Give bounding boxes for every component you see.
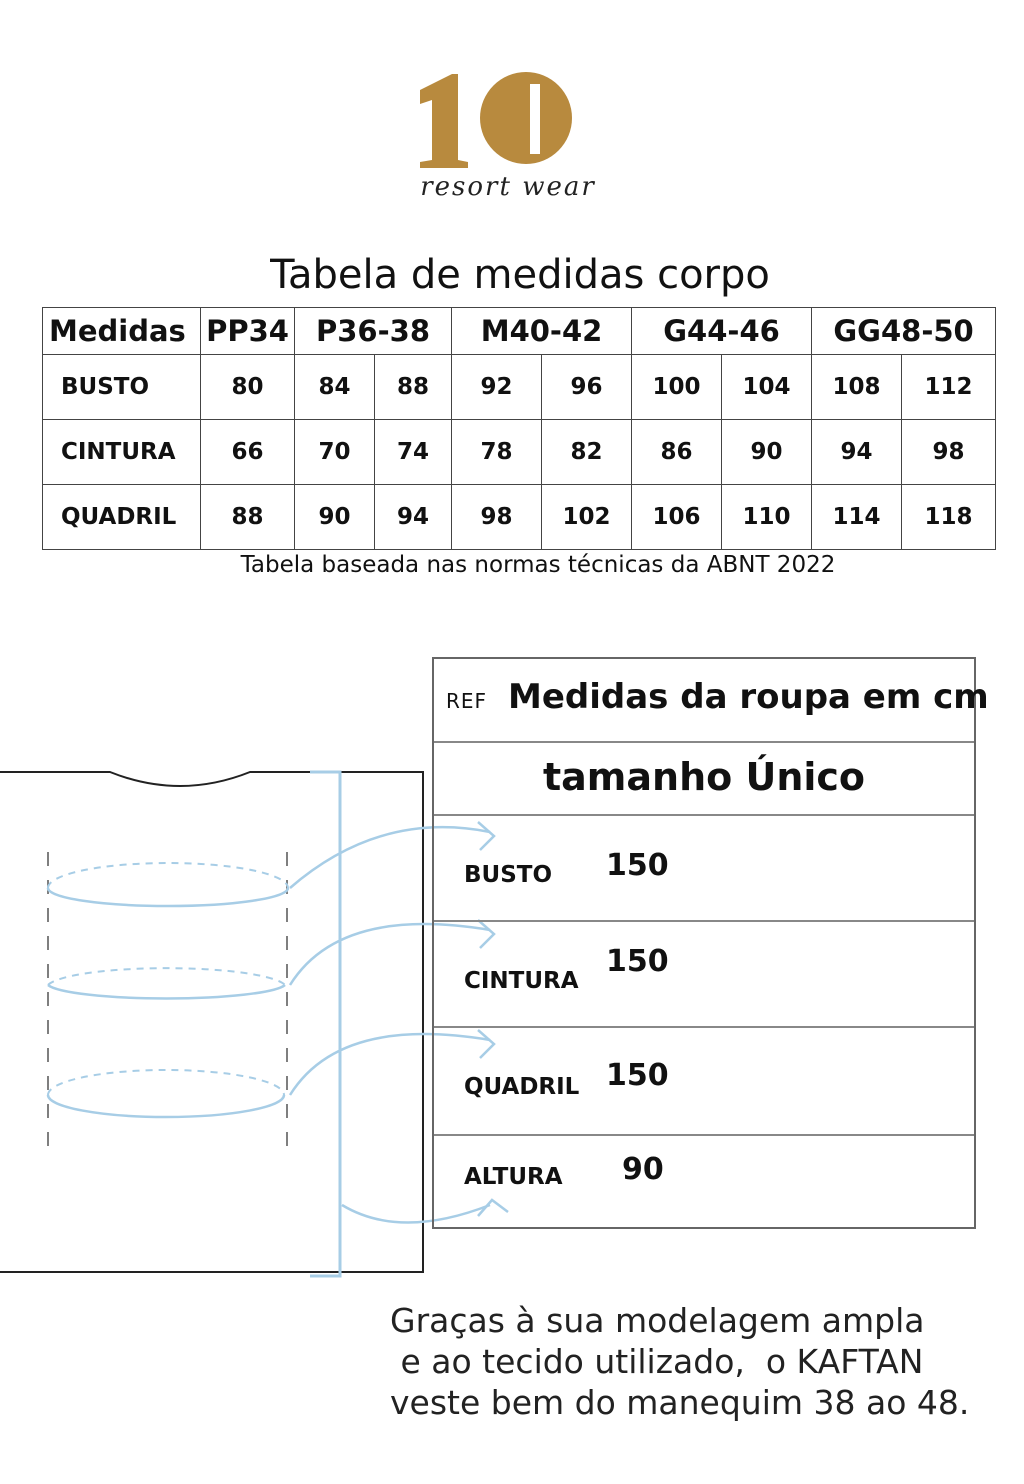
garment-table-header xyxy=(434,659,989,743)
table-cell: 96 xyxy=(542,355,632,420)
table-cell: 88 xyxy=(375,355,452,420)
header-medidas: Medidas xyxy=(43,308,201,355)
table-cell: 104 xyxy=(722,355,812,420)
page-title: Tabela de medidas corpo xyxy=(270,252,770,298)
table-row xyxy=(434,1028,974,1136)
table-cell: 86 xyxy=(632,420,722,485)
size-row xyxy=(434,743,974,816)
garment-table-heading: Medidas da roupa em cm xyxy=(508,677,989,717)
table-row xyxy=(434,816,974,922)
row-value: 90 xyxy=(622,1152,664,1187)
size-label: tamanho Único xyxy=(542,755,866,799)
note-line: veste bem do manequim 38 ao 48. xyxy=(390,1383,970,1422)
height-bracket xyxy=(310,772,340,1276)
table-cell: 78 xyxy=(452,420,542,485)
row-label: CINTURA xyxy=(43,420,201,485)
logo-tagline: resort wear xyxy=(420,172,596,202)
ref-label: REF xyxy=(446,689,488,713)
table-cell: 108 xyxy=(812,355,902,420)
table-cell: 74 xyxy=(375,420,452,485)
waist-ellipse xyxy=(48,968,285,998)
header-size: G44-46 xyxy=(632,308,812,355)
table-cell: 84 xyxy=(295,355,375,420)
table-cell: 98 xyxy=(902,420,996,485)
table-cell: 118 xyxy=(902,485,996,550)
hip-ellipse xyxy=(48,1070,284,1117)
header-size: GG48-50 xyxy=(812,308,996,355)
row-value: 150 xyxy=(606,848,669,883)
row-label: QUADRIL xyxy=(43,485,201,550)
table-cell: 110 xyxy=(722,485,812,550)
header-size: M40-42 xyxy=(452,308,632,355)
header-size: PP34 xyxy=(201,308,295,355)
table-row xyxy=(43,420,996,485)
row-label: BUSTO xyxy=(464,862,553,888)
row-value: 150 xyxy=(606,1058,669,1093)
header-size: P36-38 xyxy=(295,308,452,355)
garment-outline xyxy=(0,772,423,1272)
row-label: ALTURA xyxy=(464,1164,563,1190)
table-footnote: Tabela baseada nas normas técnicas da ABNT 2022 xyxy=(240,552,836,578)
table-cell: 94 xyxy=(375,485,452,550)
table-row xyxy=(43,485,996,550)
table-cell: 94 xyxy=(812,420,902,485)
bust-ellipse xyxy=(48,863,288,906)
table-cell: 80 xyxy=(201,355,295,420)
body-measurements-table xyxy=(42,307,996,550)
row-label: QUADRIL xyxy=(464,1074,580,1100)
table-cell: 90 xyxy=(295,485,375,550)
table-cell: 114 xyxy=(812,485,902,550)
table-cell: 82 xyxy=(542,420,632,485)
table-cell: 112 xyxy=(902,355,996,420)
row-value: 150 xyxy=(606,944,669,979)
table-cell: 106 xyxy=(632,485,722,550)
note-line: e ao tecido utilizado, o KAFTAN xyxy=(390,1342,924,1381)
table-cell: 88 xyxy=(201,485,295,550)
row-label: BUSTO xyxy=(43,355,201,420)
fit-note xyxy=(390,1300,1010,1423)
garment-measurements-table xyxy=(432,657,989,1229)
table-cell: 66 xyxy=(201,420,295,485)
table-cell: 100 xyxy=(632,355,722,420)
table-row xyxy=(43,355,996,420)
table-row xyxy=(434,922,974,1028)
table-cell: 90 xyxy=(722,420,812,485)
table-cell: 92 xyxy=(452,355,542,420)
table-cell: 98 xyxy=(452,485,542,550)
table-row xyxy=(434,1136,974,1229)
table-cell: 70 xyxy=(295,420,375,485)
note-line: Graças à sua modelagem ampla xyxy=(390,1301,925,1340)
table-header-row xyxy=(43,308,996,355)
row-label: CINTURA xyxy=(464,968,579,994)
table-cell: 102 xyxy=(542,485,632,550)
